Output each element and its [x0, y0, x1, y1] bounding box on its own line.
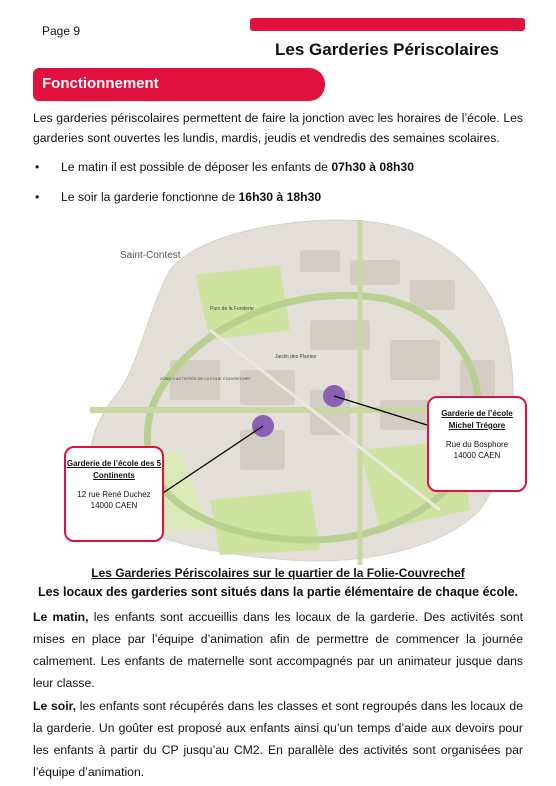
callout-michel-tregore	[427, 396, 527, 492]
bullet-dot: •	[35, 190, 40, 204]
map-caption: Les Garderies Périscolaires sur le quartier de la Folie-Couvrechef	[91, 566, 465, 580]
page-number: Page 9	[42, 24, 81, 38]
bullet-text: Le soir la garderie fonctionne de 16h30 à 18h30	[61, 190, 322, 204]
section-title: Fonctionnement	[42, 75, 159, 92]
callout-name: Garderie de l’école des 5 Continents	[66, 459, 162, 480]
bullet-dot: •	[35, 160, 40, 174]
map-label-garden: Jardin des Plantes	[275, 354, 317, 360]
callout-address: 12 rue René Duchez 14000 CAEN	[77, 490, 151, 510]
callout-name: Garderie de l’école Michel Trégore	[441, 409, 513, 430]
callout-address: Rue du Bosphore 14000 CAEN	[445, 440, 509, 460]
paragraph-evening: Le soir, les enfants sont récupérés dans les classes et sont regroupés dans les locaux de la garderie. Un goûter est proposé aux enfants ainsi qu’un temps d’aide aux devoirs pour les enfants à partir du CP jusqu’au CM2. En parallèle des activités sont organisées par l’équipe d’animation.	[33, 699, 523, 779]
map-label-park: Parc de la Fonderie	[210, 306, 254, 312]
map-park-south	[210, 490, 320, 555]
callout-5-continents	[64, 446, 164, 542]
map-subcaption: Les locaux des garderies sont situés dans la partie élémentaire de chaque école.	[37, 585, 519, 599]
intro-paragraph: Les garderies périscolaires permettent de faire la jonction avec les horaires de l’école. Les garderies sont ouvertes les lundis, mardis, jeudis et vendredis des semaines scolaires.	[33, 111, 523, 145]
page-title: Les Garderies Périscolaires	[275, 40, 499, 59]
map-label-town: Saint-Contest	[120, 250, 181, 261]
map-label-district: ZONE D'ACTIVITÉS DE LA FOLIE COUVRECHEF	[160, 376, 251, 381]
bullet-text: Le matin il est possible de déposer les enfants de 07h30 à 08h30	[61, 160, 414, 174]
paragraph-morning: Le matin, les enfants sont accueillis dans les locaux de la garderie. Des activités sont mises en place par l’équipe d’animation afin de permettre de commencer la journée calmement. Les enfants de maternelle sont accompagnés par un animateur jusque dans leur classe.	[33, 610, 523, 690]
header-accent-bar	[250, 18, 525, 31]
